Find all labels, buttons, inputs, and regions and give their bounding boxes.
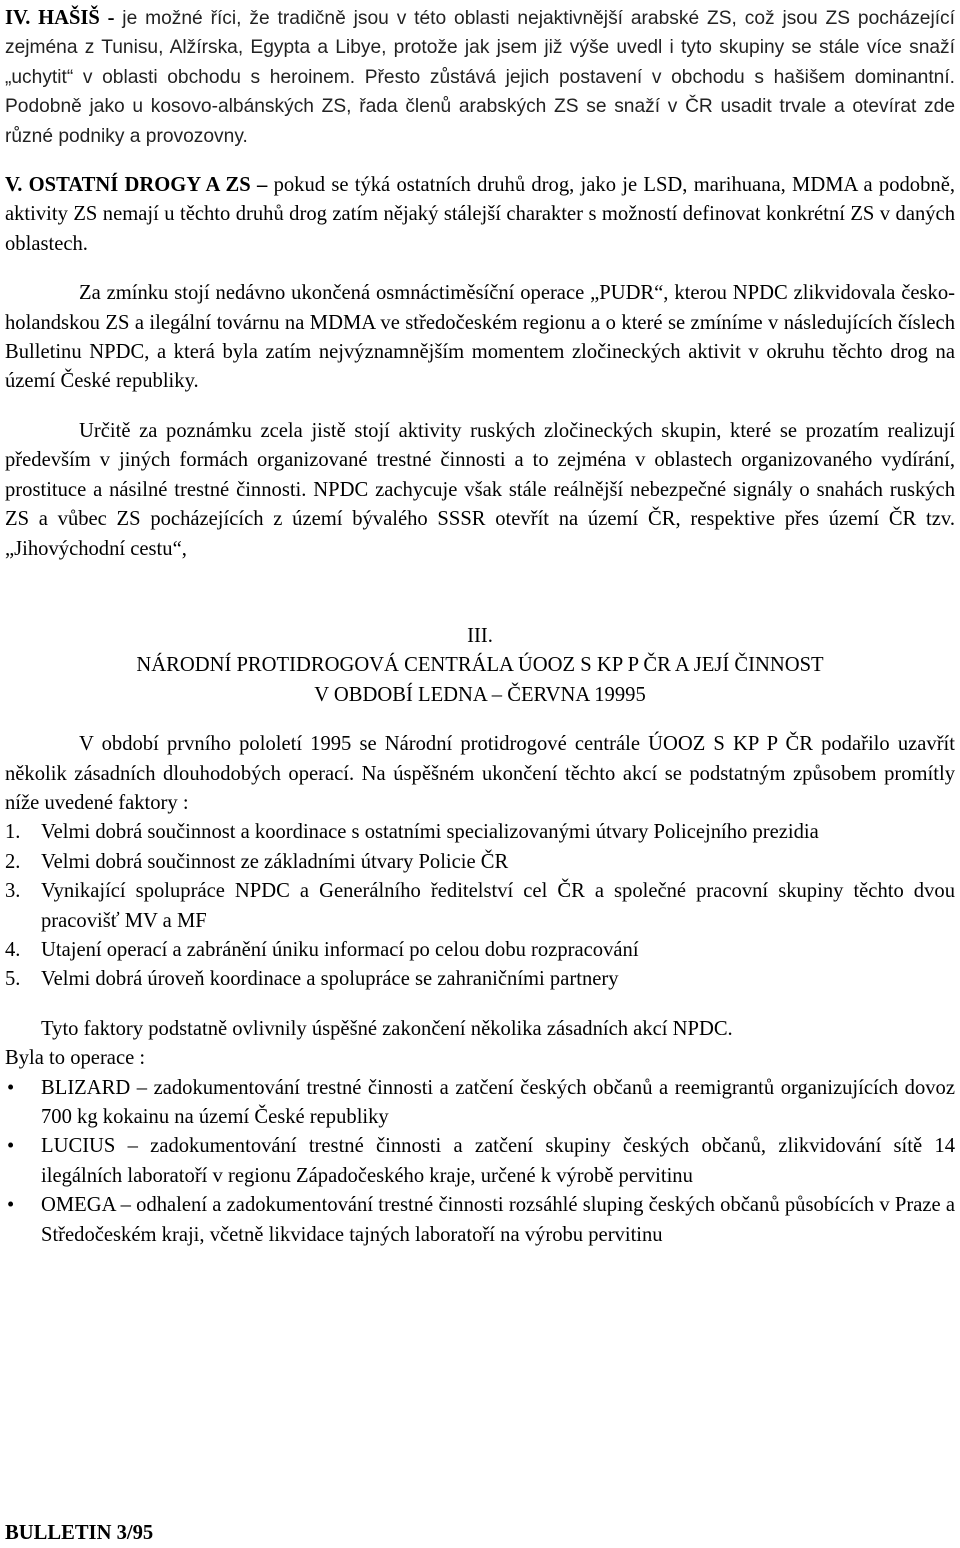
pudr-paragraph: Za zmínku stojí nedávno ukončená osmnáctiměsíční operace „PUDR“, kterou NPDC zlikvidovala česko-holandskou ZS a ilegální továrnu na MDMA ve středočeském regionu a o které se zmíníme v následujících číslech Bulletinu NPDC, a která byla zatím nejvýznamnějším momentem zločineckých aktivit v okruhu těchto drog na území České republiky.	[5, 282, 955, 393]
factor-number: 1.	[5, 821, 21, 844]
operation-item	[5, 1074, 955, 1133]
operation-text: BLIZARD – zadokumentování trestné činnosti a zatčení českých občanů a reemigrantů organizujících dovoz 700 kg kokainu na území České republiky	[41, 1076, 955, 1128]
operations-intro: Byla to operace :	[5, 1047, 146, 1070]
factor-text: Utajení operací a zabránění úniku informací po celou dobu rozpracování	[41, 938, 639, 961]
factors-summary: Tyto faktory podstatně ovlivnily úspěšné zakončení několika zásadních akcí NPDC.	[41, 1017, 733, 1040]
document-page	[5, 4, 955, 1250]
footer-bulletin-number: BULLETIN 3/95	[5, 1522, 154, 1544]
section-iv-text: je možné říci, že tradičně jsou v této oblasti nejaktivnější arabské ZS, což jsou ZS pocházející zejména z Tunisu, Alžírska, Egypta a Libye, protože jak jsem již výše uvedl i tyto skupiny se stále více snaží „uchytit“ v oblasti obchodu s heroinem. Přesto zůstává jejich postavení v obchodu s hašišem dominantní. Podobně jako u kosovo-albánských ZS, řada členů arabských ZS se snaží v ČR usadit trvale a otevírat zde různé podniky a provozovny.	[5, 8, 955, 147]
factor-item	[5, 965, 955, 994]
bullet-icon: •	[7, 1194, 15, 1217]
factor-text: Velmi dobrá součinnost a koordinace s ostatními specializovanými útvary Policejního prezidia	[41, 821, 819, 844]
factor-item	[5, 936, 955, 965]
russian-groups-paragraph: Určitě za poznámku zcela jistě stojí aktivity ruských zločineckých skupin, které se prozatím realizují především v jiných formách organizované trestné činnosti a to zejména v oblastech organizovaného vydírání, prostituce a násilné trestné činnosti. NPDC zachycuje však stále reálnější nebezpečné signály o snahách ruských ZS a vůbec ZS pocházejících z území bývalého SSSR otevřít na území ČR, respektive přes území ČR tzv. „Jihovýchodní cestu“,	[5, 419, 955, 560]
factor-number: 5.	[5, 968, 21, 991]
operations-list	[5, 1074, 955, 1250]
factor-number: 2.	[5, 850, 21, 873]
operation-text: OMEGA – odhalení a zadokumentování trestné činnosti rozsáhlé sluping českých občanů působících v Praze a Středočeském kraji, včetně likvidace tajných laboratoří na výrobu pervitinu	[41, 1194, 955, 1246]
factor-text: Vynikající spolupráce NPDC a Generálního ředitelství cel ČR a společné pracovní skupiny těchto dvou pracovišť MV a MF	[41, 880, 955, 932]
operation-text: LUCIUS – zadokumentování trestné činnosti a zatčení skupiny českých občanů, zlikvidování sítě 14 ilegálních laboratoří v regionu Západočeského kraje, určené k výrobě pervitinu	[41, 1135, 955, 1187]
factor-number: 3.	[5, 880, 21, 903]
factor-item	[5, 877, 955, 936]
factor-text: Velmi dobrá součinnost ze základními útvary Policie ČR	[41, 850, 509, 873]
chapter-title-line2: V OBDOBÍ LEDNA – ČERVNA 19995	[314, 683, 646, 706]
operation-item	[5, 1132, 955, 1191]
intro-paragraph: V období prvního pololetí 1995 se Národní protidrogové centrále ÚOOZ S KP P ČR podařilo uzavřít několik zásadních dlouhodobých operací. Na úspěšném ukončení těchto akcí se podstatným způsobem promítly níže uvedené faktory :	[5, 733, 955, 814]
section-v-heading: V. OSTATNÍ DROGY A ZS –	[5, 174, 268, 197]
factor-number: 4.	[5, 938, 21, 961]
chapter-number: III.	[467, 624, 493, 647]
factor-item	[5, 818, 955, 847]
section-iv-heading: IV. HAŠIŠ -	[5, 7, 115, 29]
factor-item	[5, 848, 955, 877]
operation-item	[5, 1191, 955, 1250]
chapter-title-line1: NÁRODNÍ PROTIDROGOVÁ CENTRÁLA ÚOOZ S KP P ČR A JEJÍ ČINNOST	[136, 654, 824, 677]
section-v-text: pokud se týká ostatních druhů drog, jako je LSD, marihuana, MDMA a podobně, aktivity ZS nemají u těchto druhů drog zatím nějaký stálejší charakter s možností definovat konkrétní ZS v daných oblastech.	[5, 174, 955, 255]
section-iv-paragraph	[5, 4, 955, 151]
factors-list	[5, 818, 955, 994]
bullet-icon: •	[7, 1135, 15, 1158]
factor-text: Velmi dobrá úroveň koordinace a spolupráce se zahraničními partnery	[41, 968, 619, 991]
bullet-icon: •	[7, 1076, 15, 1099]
section-v-paragraph	[5, 171, 955, 259]
